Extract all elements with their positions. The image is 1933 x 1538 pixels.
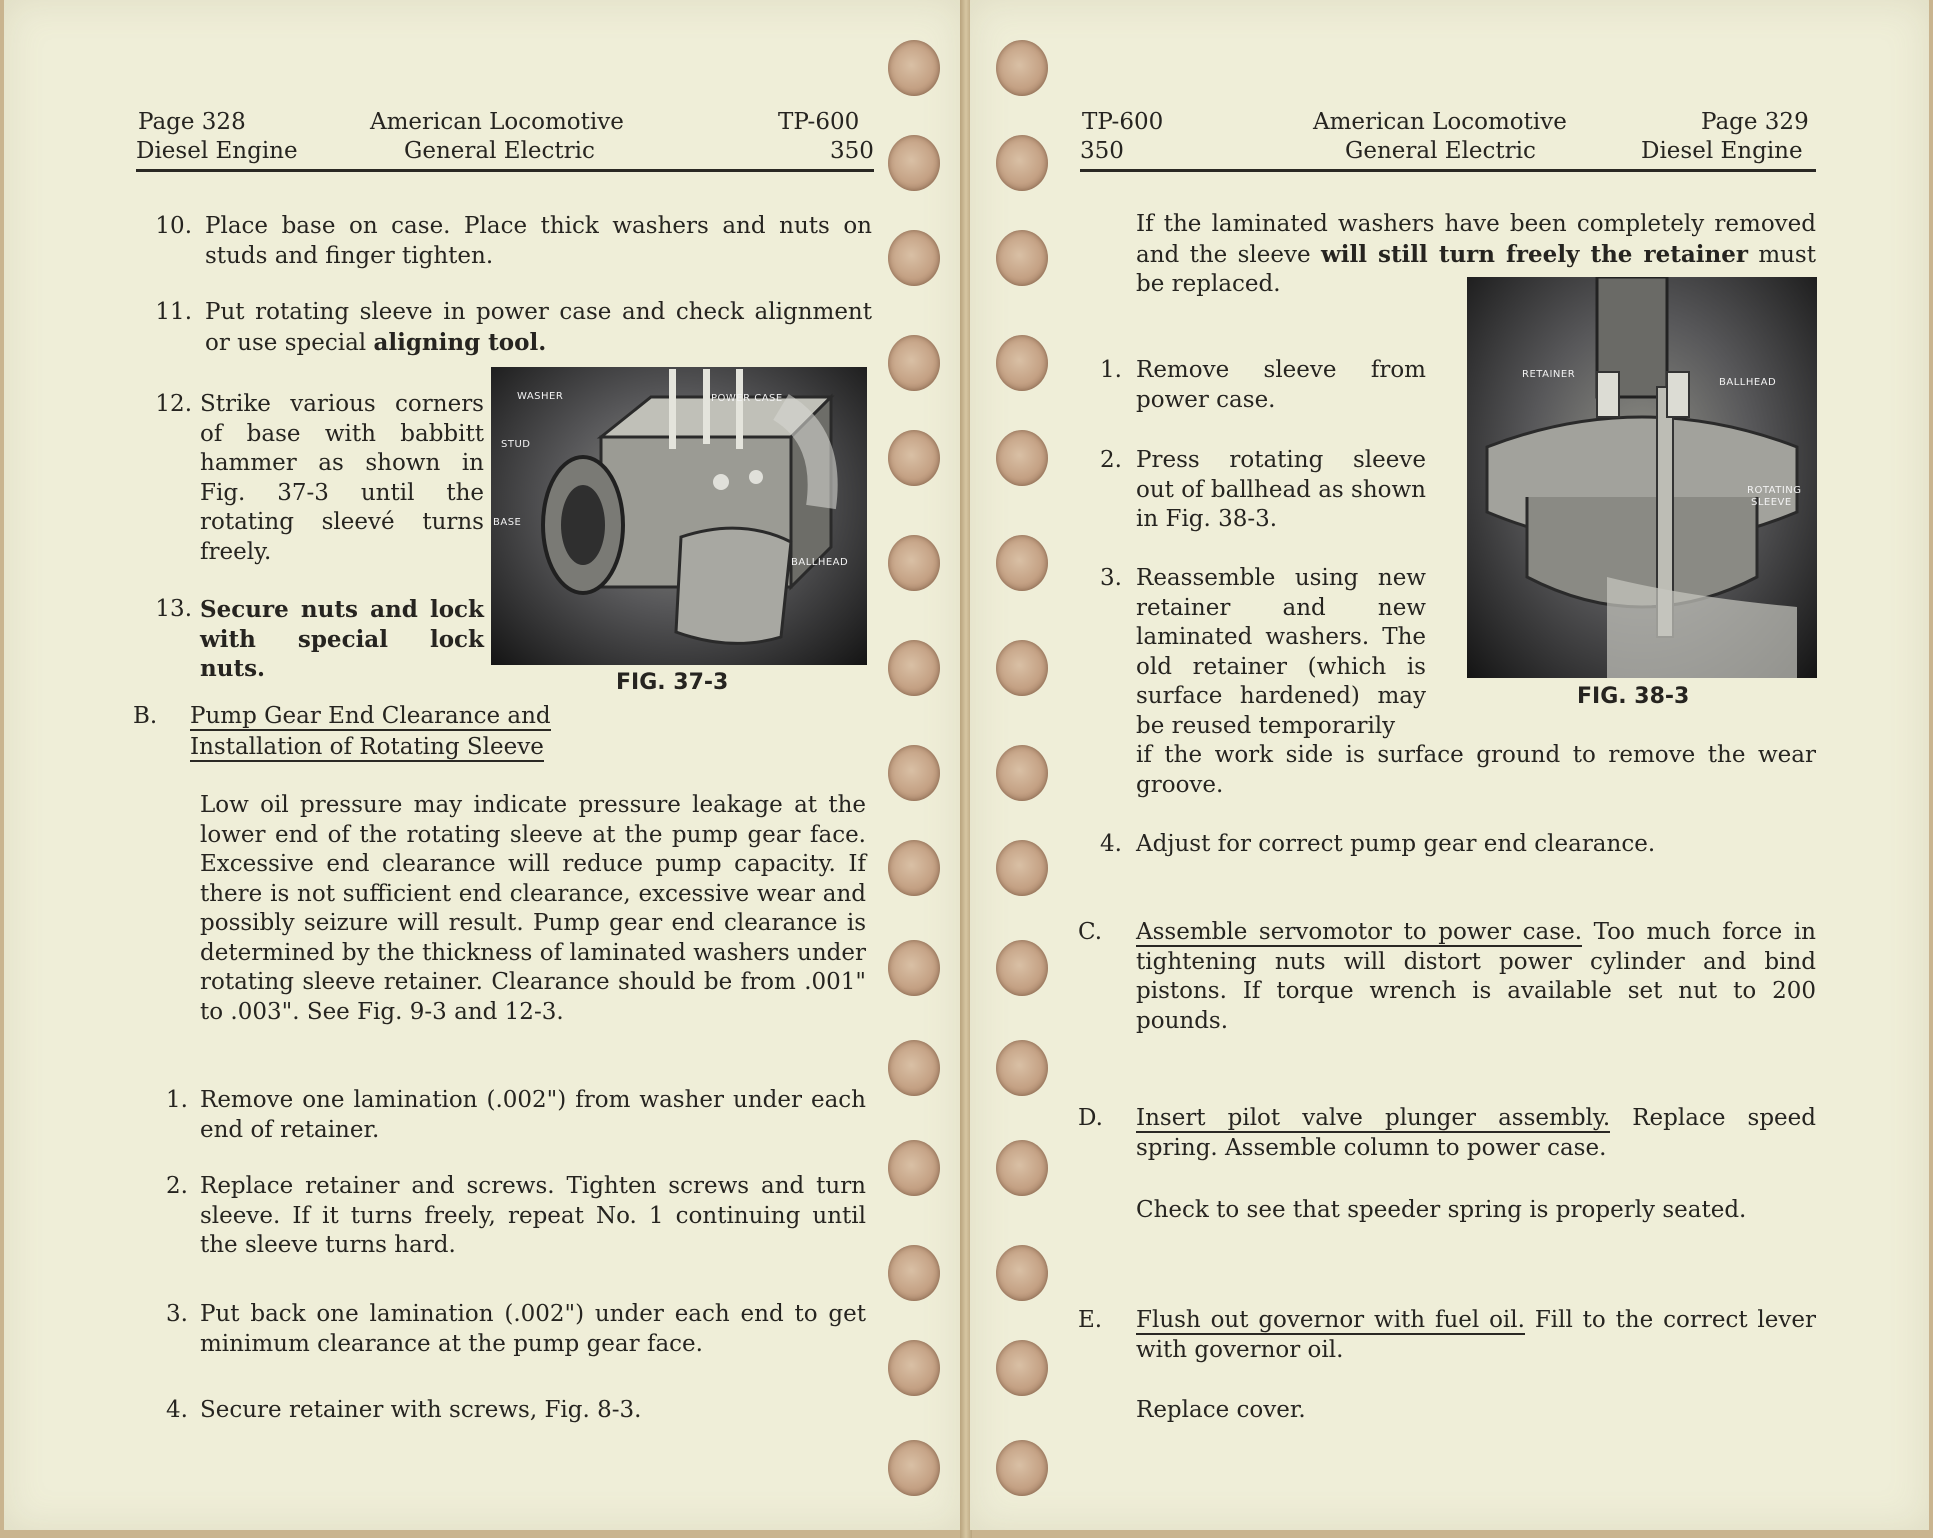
section-text [1136, 918, 1816, 1036]
section-note: Check to see that speeder spring is properly seated. [1136, 1197, 1747, 1223]
binding-hole [888, 1040, 940, 1096]
step-text: Remove sleeve from power case. [1136, 357, 1426, 413]
section-letter: C. [1078, 919, 1103, 945]
step-number: 13. [155, 596, 192, 622]
binding-hole [888, 230, 940, 286]
maker-line1: American Locomotive [1313, 109, 1567, 135]
section-title: Assemble servomotor to power case. [1136, 919, 1582, 945]
step-number: 2. [166, 1173, 188, 1199]
figure-label-sleeve: SLEEVE [1751, 497, 1792, 508]
step-number: 4. [166, 1397, 188, 1423]
figure-38-3-caption: FIG. 38-3 [1577, 684, 1690, 709]
header-rule [136, 169, 874, 172]
section-letter: B. [133, 703, 158, 729]
header-rule [1080, 169, 1816, 172]
section-letter: E. [1078, 1307, 1103, 1333]
binding-hole [996, 1440, 1048, 1496]
section-title-text: Pump Gear End Clearance and [190, 703, 551, 729]
binding-hole [996, 135, 1048, 191]
step-text: Put back one lamination (.002") under each end to get minimum clearance at the pump gear face. [200, 1301, 866, 1357]
intro-text-bold: will still turn freely the retainer [1320, 240, 1748, 268]
section-body: Fill to the correct lever with governor oil. [1136, 1307, 1816, 1363]
binding-hole [888, 430, 940, 486]
step-number: 1. [1100, 357, 1122, 383]
binding-hole [888, 40, 940, 96]
binding-hole [996, 940, 1048, 996]
step-number: 4. [1100, 831, 1122, 857]
binding-hole [996, 335, 1048, 391]
binding-hole [996, 745, 1048, 801]
section-note: Replace cover. [1136, 1397, 1306, 1423]
page-number: Page 329 [1701, 109, 1809, 135]
binding-hole [996, 840, 1048, 896]
intro-text: If the laminated washers have been completely removed and the sleeve [1136, 211, 1816, 268]
document-code: TP-600 [778, 109, 860, 135]
step-text [205, 298, 872, 358]
binding-hole [996, 430, 1048, 486]
figure-37-3-caption: FIG. 37-3 [616, 670, 729, 695]
step-number: 1. [166, 1087, 188, 1113]
binding-hole [888, 745, 940, 801]
governor-illustration [491, 367, 867, 665]
section-title: Insert pilot valve plunger assembly. [1136, 1105, 1611, 1131]
binding-hole [996, 535, 1048, 591]
figure-label-washer: WASHER [517, 391, 564, 402]
binding-hole [888, 535, 940, 591]
step-text: Press rotating sleeve out of ballhead as shown in Fig. 38-3. [1136, 447, 1426, 532]
step-text: Secure nuts and lock with special lock nuts. [200, 596, 484, 682]
binding-hole [996, 1140, 1048, 1196]
binding-hole [888, 1440, 940, 1496]
binding-hole [888, 1340, 940, 1396]
ballhead-illustration [1467, 277, 1817, 678]
section-body: Too much force in tightening nuts will distort power cylinder and bind pistons. If torque wrench is available set nut to 200 pounds. [1136, 919, 1816, 1034]
step-text: Remove one lamination (.002") from washer under each end of retainer. [200, 1087, 866, 1143]
section-title: Flush out governor with fuel oil. [1136, 1307, 1525, 1333]
engine-label: Diesel Engine [1641, 138, 1803, 164]
binding-hole [888, 1245, 940, 1301]
binding-hole [996, 1040, 1048, 1096]
binding-hole [996, 230, 1048, 286]
section-title-line1 [190, 702, 551, 732]
binding-hole [996, 1245, 1048, 1301]
maker-line1: American Locomotive [370, 109, 624, 135]
model-number: 350 [830, 138, 874, 164]
page-number: Page 328 [138, 109, 246, 135]
figure-label-power-case: POWER CASE [711, 393, 783, 404]
binding-hole [888, 135, 940, 191]
binding-hole [888, 840, 940, 896]
step-number: 3. [166, 1301, 188, 1327]
step-text-continued: if the work side is surface ground to remove the wear groove. [1136, 742, 1816, 798]
figure-label-stud: STUD [501, 439, 531, 450]
step-text-plain: Put rotating sleeve in power case and check alignment or use special [205, 299, 872, 356]
figure-37-3-photo [491, 367, 867, 665]
step-text: Place base on case. Place thick washers and nuts on studs and finger tighten. [205, 213, 872, 269]
figure-label-rotating: ROTATING [1747, 485, 1802, 496]
step-text: Secure retainer with screws, Fig. 8-3. [200, 1397, 642, 1423]
section-letter: D. [1078, 1105, 1103, 1131]
binding-hole [888, 640, 940, 696]
figure-label-base: BASE [493, 517, 522, 528]
binding-hole [996, 40, 1048, 96]
section-title-text: Installation of Rotating Sleeve [190, 734, 544, 760]
maker-line2: General Electric [404, 138, 595, 164]
step-number: 3. [1100, 565, 1122, 591]
step-text-bold: aligning tool. [373, 328, 547, 356]
step-number: 10. [155, 213, 192, 239]
section-title-line2 [190, 733, 544, 763]
engine-label: Diesel Engine [136, 138, 298, 164]
section-text [1136, 1306, 1816, 1365]
figure-label-retainer: RETAINER [1522, 369, 1576, 380]
binding-hole [996, 1340, 1048, 1396]
section-text [1136, 1104, 1816, 1163]
binding-hole [888, 335, 940, 391]
document-code: TP-600 [1082, 109, 1164, 135]
binding-hole [888, 1140, 940, 1196]
step-number: 11. [155, 299, 192, 325]
binding-hole [888, 940, 940, 996]
step-text: Replace retainer and screws. Tighten screws and turn sleeve. If it turns freely, repeat No. 1 continuing until the sleeve turns hard. [200, 1173, 866, 1258]
binding-hole [996, 640, 1048, 696]
figure-label-ballhead: BALLHEAD [1719, 377, 1777, 388]
section-body: Replace speed spring. Assemble column to power case. [1136, 1105, 1816, 1161]
figure-38-3-photo [1467, 277, 1817, 678]
step-number: 2. [1100, 447, 1122, 473]
section-paragraph: Low oil pressure may indicate pressure leakage at the lower end of the rotating sleeve at the pump gear face. Excessive end clearance will reduce pump capacity. If there is not sufficient end clearance, excessive wear and possibly seizure will result. Pump gear end clearance is determined by the thickness of laminated washers under rotating sleeve retainer. Clearance should be from .001" to .003". See Fig. 9-3 and 12-3. [200, 792, 866, 1025]
figure-label-ballhead: BALLHEAD [791, 557, 849, 568]
intro-text-end: must be replaced. [1136, 241, 1816, 297]
step-text: Adjust for correct pump gear end clearance. [1136, 831, 1656, 857]
step-text: Reassemble using new retainer and new laminated washers. The old retainer (which is surface hardened) may be reused temporarily [1136, 565, 1426, 739]
maker-line2: General Electric [1345, 138, 1536, 164]
model-number: 350 [1080, 138, 1124, 164]
step-text: Strike various corners of base with babbitt hammer as shown in Fig. 37-3 until the rotating sleevé turns freely. [200, 391, 484, 565]
step-number: 12. [155, 391, 192, 417]
